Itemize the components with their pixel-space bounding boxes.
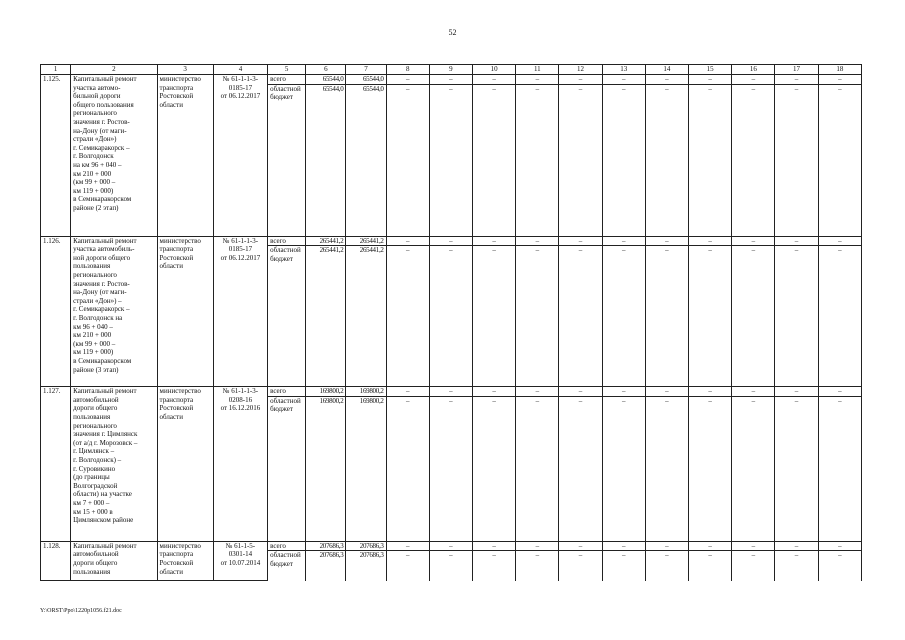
object-name: Капитальный ремонт участка автомо- бильной дороги общего пользования регионального значения г. Ростов- на-Дону (от маги- страли «Дон») г. Семикаракорск – г. Волгодонск на км 96 + 040 – км 210 + 000 (км 99 + 000 – км 119 + 000) в Семикаракорском районе (2 этап) <box>71 75 157 237</box>
year-amount: 207686,3 <box>346 541 386 551</box>
table-row <box>41 387 862 397</box>
empty-value-dash: – <box>602 84 645 236</box>
column-header: 15 <box>689 65 732 75</box>
item-number: 1.125. <box>41 75 71 237</box>
object-name: Капитальный ремонт участка автомобиль- ной дороги общего пользования регионального значения г. Ростов- на-Дону (от маги- страли «Дон») – г. Семикаракорск – г. Волгодонск на км 96 + 040 – км 210 + 000 (км 99 + 000 – км 119 + 000) в Семикаракорском районе (3 этап) <box>71 236 157 387</box>
empty-value-dash: – <box>818 84 861 236</box>
empty-value-dash: – <box>602 541 645 551</box>
empty-value-dash: – <box>775 396 818 541</box>
empty-value-dash: – <box>473 246 516 387</box>
empty-value-dash: – <box>689 396 732 541</box>
funding-source: областной бюджет <box>268 396 306 541</box>
empty-value-dash: – <box>386 541 429 551</box>
table-row <box>41 75 862 85</box>
empty-value-dash: – <box>602 75 645 85</box>
year-amount: 65544,0 <box>346 75 386 85</box>
column-header: 4 <box>213 65 267 75</box>
empty-value-dash: – <box>602 396 645 541</box>
empty-value-dash: – <box>732 551 775 581</box>
document-reference: № 61-1-1-3- 0185-17 от 06.12.2017 <box>213 75 267 237</box>
year-amount: 169800,2 <box>346 396 386 541</box>
year-amount: 207686,3 <box>346 551 386 581</box>
empty-value-dash: – <box>602 236 645 246</box>
empty-value-dash: – <box>386 84 429 236</box>
column-header: 13 <box>602 65 645 75</box>
year-amount: 265441,2 <box>346 236 386 246</box>
empty-value-dash: – <box>559 396 602 541</box>
column-header: 10 <box>473 65 516 75</box>
empty-value-dash: – <box>732 396 775 541</box>
empty-value-dash: – <box>818 246 861 387</box>
empty-value-dash: – <box>818 236 861 246</box>
empty-value-dash: – <box>775 246 818 387</box>
table-row <box>41 541 862 551</box>
total-amount: 265441,2 <box>306 236 346 246</box>
empty-value-dash: – <box>775 84 818 236</box>
column-header: 7 <box>346 65 386 75</box>
year-amount: 65544,0 <box>346 84 386 236</box>
document-reference: № 61-1-1-3- 0208-16 от 16.12.2016 <box>213 387 267 542</box>
empty-value-dash: – <box>689 84 732 236</box>
empty-value-dash: – <box>645 387 688 397</box>
empty-value-dash: – <box>732 236 775 246</box>
empty-value-dash: – <box>473 84 516 236</box>
total-amount: 265441,2 <box>306 246 346 387</box>
empty-value-dash: – <box>602 551 645 581</box>
empty-value-dash: – <box>645 236 688 246</box>
total-amount: 207686,3 <box>306 541 346 551</box>
empty-value-dash: – <box>602 246 645 387</box>
total-amount: 207686,3 <box>306 551 346 581</box>
empty-value-dash: – <box>559 75 602 85</box>
empty-value-dash: – <box>689 387 732 397</box>
empty-value-dash: – <box>645 246 688 387</box>
empty-value-dash: – <box>473 387 516 397</box>
empty-value-dash: – <box>429 75 472 85</box>
responsible-organization: министерство транспорта Ростовской области <box>157 541 213 581</box>
empty-value-dash: – <box>516 551 559 581</box>
empty-value-dash: – <box>429 236 472 246</box>
year-amount: 169800,2 <box>346 387 386 397</box>
funding-source: всего <box>268 75 306 85</box>
funding-source: областной бюджет <box>268 84 306 236</box>
empty-value-dash: – <box>473 75 516 85</box>
empty-value-dash: – <box>516 396 559 541</box>
empty-value-dash: – <box>818 396 861 541</box>
column-header: 18 <box>818 65 861 75</box>
empty-value-dash: – <box>689 551 732 581</box>
responsible-organization: министерство транспорта Ростовской области <box>157 236 213 387</box>
empty-value-dash: – <box>473 236 516 246</box>
empty-value-dash: – <box>645 396 688 541</box>
empty-value-dash: – <box>775 551 818 581</box>
empty-value-dash: – <box>429 246 472 387</box>
column-header: 16 <box>732 65 775 75</box>
empty-value-dash: – <box>559 551 602 581</box>
empty-value-dash: – <box>386 246 429 387</box>
empty-value-dash: – <box>429 541 472 551</box>
empty-value-dash: – <box>516 541 559 551</box>
empty-value-dash: – <box>516 246 559 387</box>
empty-value-dash: – <box>516 387 559 397</box>
column-header: 3 <box>157 65 213 75</box>
empty-value-dash: – <box>559 387 602 397</box>
responsible-organization: министерство транспорта Ростовской области <box>157 75 213 237</box>
empty-value-dash: – <box>689 541 732 551</box>
item-number: 1.128. <box>41 541 71 581</box>
column-header: 2 <box>71 65 157 75</box>
funding-source: областной бюджет <box>268 551 306 581</box>
page-number: 52 <box>448 28 457 37</box>
total-amount: 65544,0 <box>306 84 346 236</box>
empty-value-dash: – <box>689 75 732 85</box>
column-header: 11 <box>516 65 559 75</box>
empty-value-dash: – <box>645 84 688 236</box>
funding-source: всего <box>268 236 306 246</box>
year-amount: 265441,2 <box>346 246 386 387</box>
column-header: 9 <box>429 65 472 75</box>
empty-value-dash: – <box>775 541 818 551</box>
document-reference: № 61-1-1-3- 0185-17 от 06.12.2017 <box>213 236 267 387</box>
empty-value-dash: – <box>429 396 472 541</box>
empty-value-dash: – <box>732 75 775 85</box>
column-header: 14 <box>645 65 688 75</box>
financing-table <box>40 64 862 581</box>
empty-value-dash: – <box>602 387 645 397</box>
empty-value-dash: – <box>429 551 472 581</box>
table-row <box>41 236 862 246</box>
empty-value-dash: – <box>645 541 688 551</box>
empty-value-dash: – <box>689 246 732 387</box>
total-amount: 169800,2 <box>306 396 346 541</box>
empty-value-dash: – <box>732 246 775 387</box>
document-reference: № 61-1-5- 0301-14 от 10.07.2014 <box>213 541 267 581</box>
empty-value-dash: – <box>818 541 861 551</box>
item-number: 1.126. <box>41 236 71 387</box>
empty-value-dash: – <box>559 84 602 236</box>
funding-source: всего <box>268 541 306 551</box>
funding-source: областной бюджет <box>268 246 306 387</box>
empty-value-dash: – <box>386 387 429 397</box>
empty-value-dash: – <box>559 246 602 387</box>
column-number-row <box>41 65 862 75</box>
empty-value-dash: – <box>689 236 732 246</box>
empty-value-dash: – <box>386 551 429 581</box>
column-header: 5 <box>268 65 306 75</box>
column-header: 6 <box>306 65 346 75</box>
empty-value-dash: – <box>645 551 688 581</box>
empty-value-dash: – <box>818 387 861 397</box>
empty-value-dash: – <box>645 75 688 85</box>
empty-value-dash: – <box>516 75 559 85</box>
empty-value-dash: – <box>818 75 861 85</box>
empty-value-dash: – <box>732 387 775 397</box>
responsible-organization: министерство транспорта Ростовской области <box>157 387 213 542</box>
empty-value-dash: – <box>473 396 516 541</box>
document-path: Y:\ORST\Ppo\1220p1056.f21.doc <box>40 608 122 614</box>
empty-value-dash: – <box>732 541 775 551</box>
empty-value-dash: – <box>732 84 775 236</box>
object-name: Капитальный ремонт автомобильной дороги общего пользования <box>71 541 157 581</box>
empty-value-dash: – <box>559 236 602 246</box>
funding-source: всего <box>268 387 306 397</box>
column-header: 17 <box>775 65 818 75</box>
empty-value-dash: – <box>386 75 429 85</box>
total-amount: 65544,0 <box>306 75 346 85</box>
column-header: 1 <box>41 65 71 75</box>
empty-value-dash: – <box>473 551 516 581</box>
empty-value-dash: – <box>429 84 472 236</box>
empty-value-dash: – <box>516 236 559 246</box>
column-header: 8 <box>386 65 429 75</box>
total-amount: 169800,2 <box>306 387 346 397</box>
object-name: Капитальный ремонт автомобильной дороги общего пользования регионального значения г. Цимлянск (от а/д г. Морозовск – г. Цимлянск – г. Волгодонск) – г. Суровикино (до границы Волгоградской области) на участке км 7 + 000 – км 15 + 000 в Цимлянском районе <box>71 387 157 542</box>
empty-value-dash: – <box>775 75 818 85</box>
column-header: 12 <box>559 65 602 75</box>
empty-value-dash: – <box>775 387 818 397</box>
empty-value-dash: – <box>775 236 818 246</box>
empty-value-dash: – <box>516 84 559 236</box>
empty-value-dash: – <box>473 541 516 551</box>
item-number: 1.127. <box>41 387 71 542</box>
empty-value-dash: – <box>386 396 429 541</box>
empty-value-dash: – <box>429 387 472 397</box>
empty-value-dash: – <box>386 236 429 246</box>
empty-value-dash: – <box>559 541 602 551</box>
empty-value-dash: – <box>818 551 861 581</box>
